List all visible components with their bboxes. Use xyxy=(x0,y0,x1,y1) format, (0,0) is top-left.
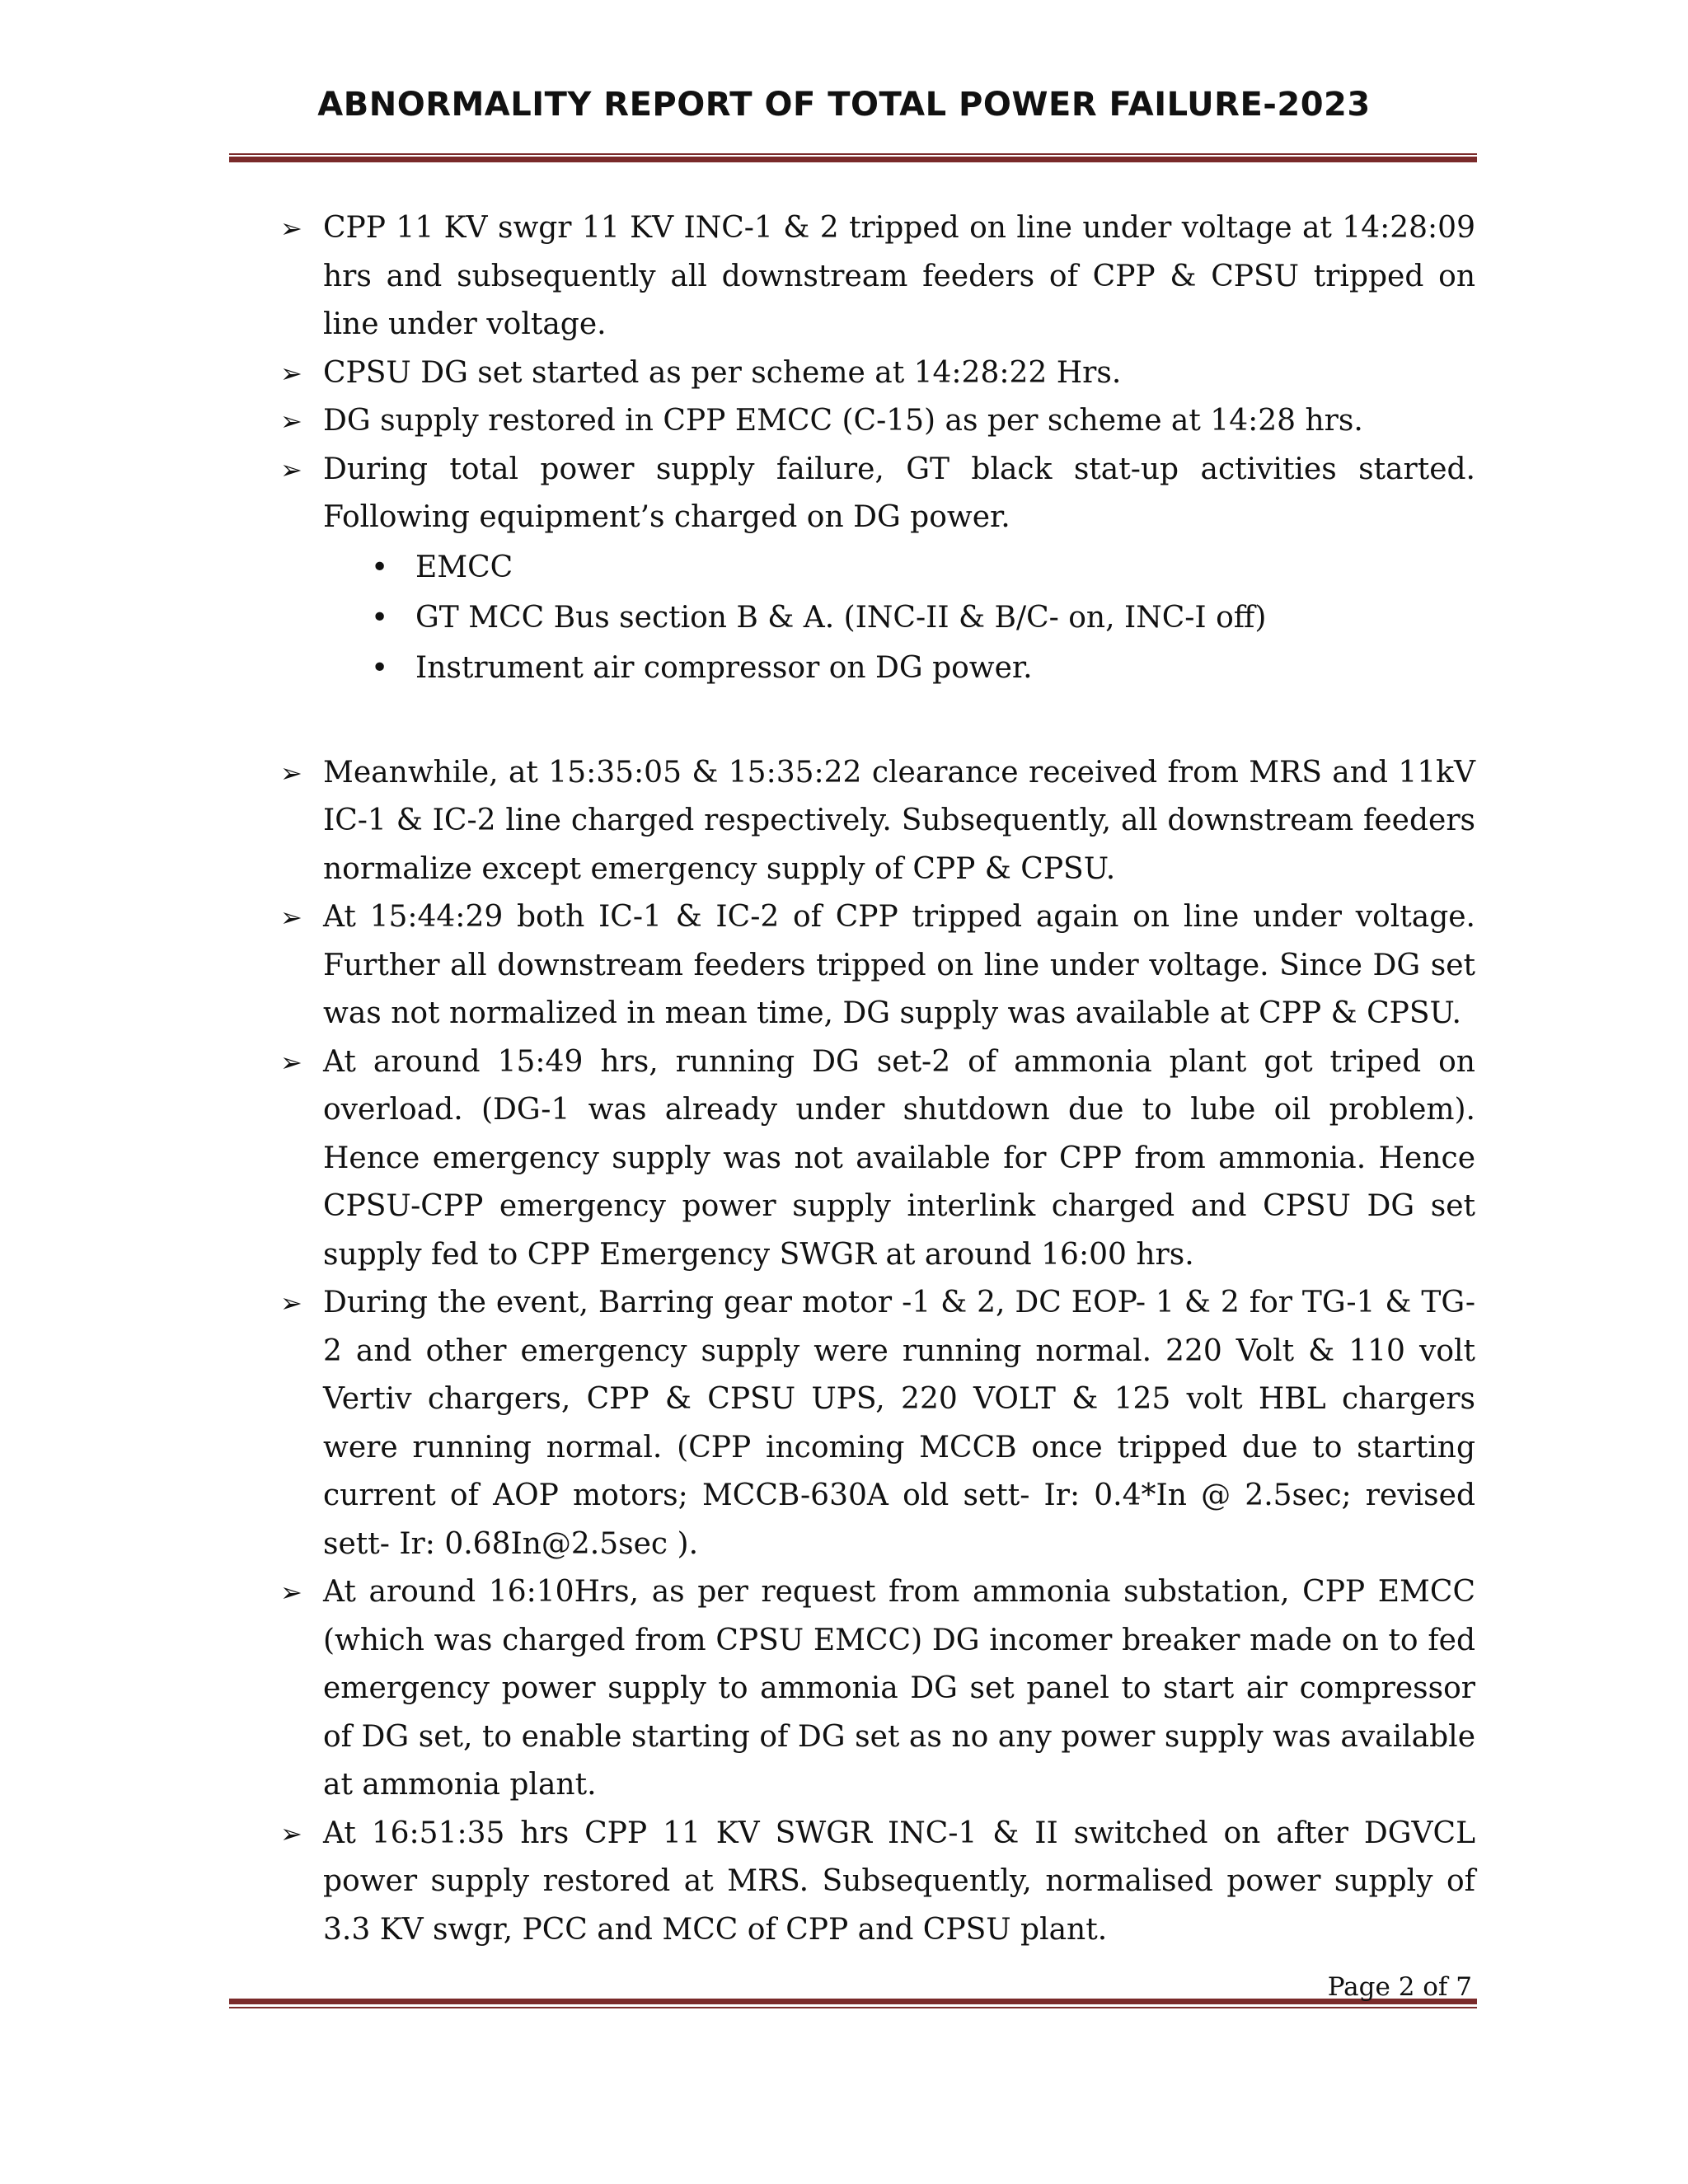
list-item xyxy=(280,1568,1475,1810)
footer-rule-thin xyxy=(229,2007,1477,2008)
list-item-text: During total power supply failure, GT black stat-up activities started. Following equipment’s charged on DG power. xyxy=(323,452,1475,534)
header-rule-thick xyxy=(229,157,1477,162)
list-item xyxy=(280,397,1475,446)
arrow-bullet-icon: ➢ xyxy=(280,902,302,933)
list-item xyxy=(280,1279,1475,1568)
list-item-text: CPP 11 KV swgr 11 KV INC-1 & 2 tripped on line under voltage at 14:28:09 hrs and subsequently all downstream feeders of CPP & CPSU tripped on line under voltage. xyxy=(323,211,1475,341)
list-item-text: At around 16:10Hrs, as per request from ammonia substation, CPP EMCC (which was charged from CPSU EMCC) DG incomer breaker made on to fed emergency power supply to ammonia DG set panel to start air compressor of DG set, to enable starting of DG set as no any power supply was available at ammonia plant. xyxy=(323,1575,1475,1802)
list-item xyxy=(280,1810,1475,1955)
list-item-text: At 16:51:35 hrs CPP 11 KV SWGR INC-1 & II switched on after DGVCL power supply restored at MRS. Subsequently, normalised power supply of 3.3 KV swgr, PCC and MCC of CPP and CPSU plant. xyxy=(323,1816,1475,1947)
page-number: Page 2 of 7 xyxy=(1327,1972,1472,2002)
list-item-text: CPSU DG set started as per scheme at 14:28:22 Hrs. xyxy=(323,355,1122,390)
arrow-bullet-icon: ➢ xyxy=(280,453,302,485)
arrow-bullet-icon: ➢ xyxy=(280,1577,302,1608)
arrow-bullet-icon: ➢ xyxy=(280,1287,302,1319)
equipment-sub-list xyxy=(280,542,1475,693)
list-item xyxy=(280,1038,1475,1280)
footer-rule-thick xyxy=(229,1999,1477,2004)
arrow-bullet-icon: ➢ xyxy=(280,357,302,389)
arrow-bullet-icon: ➢ xyxy=(280,757,302,789)
list-item-text: Meanwhile, at 15:35:05 & 15:35:22 clearance received from MRS and 11kV IC-1 & IC-2 line charged respectively. Subsequently, all downstream feeders normalize except emergency supply of CPP & CPSU. xyxy=(323,755,1475,886)
paragraph-gap xyxy=(280,693,1475,749)
sub-list-item-text: GT MCC Bus section B & A. (INC-II & B/C- on, INC-I off) xyxy=(415,600,1267,635)
sub-list-item xyxy=(280,593,1475,643)
header-rule-thin xyxy=(229,153,1477,155)
list-item-text: DG supply restored in CPP EMCC (C-15) as per scheme at 14:28 hrs. xyxy=(323,404,1363,438)
list-item xyxy=(280,204,1475,349)
sub-list-item xyxy=(280,643,1475,693)
report-title: ABNORMALITY REPORT OF TOTAL POWER FAILURE-2023 xyxy=(317,86,1371,124)
dot-bullet-icon: • xyxy=(371,600,389,635)
list-item xyxy=(280,893,1475,1038)
arrow-bullet-icon: ➢ xyxy=(280,405,302,437)
list-item xyxy=(280,749,1475,894)
dot-bullet-icon: • xyxy=(371,650,389,685)
list-item-text: During the event, Barring gear motor -1 & 2, DC EOP- 1 & 2 for TG-1 & TG-2 and other emergency supply were running normal. 220 Volt & 110 volt Vertiv chargers, CPP & CPSU UPS, 220 VOLT & 125 volt HBL chargers were running normal. (CPP incoming MCCB once tripped due to starting current of AOP motors; MCCB-630A old sett- Ir: 0.4*In @ 2.5sec; revised sett- Ir: 0.68In@2.5sec ). xyxy=(323,1286,1475,1561)
list-item xyxy=(280,446,1475,542)
sub-list-item-text: Instrument air compressor on DG power. xyxy=(415,650,1033,685)
list-item-text: At 15:44:29 both IC-1 & IC-2 of CPP tripped again on line under voltage. Further all downstream feeders tripped on line under voltage. Since DG set was not normalized in mean time, DG supply was available at CPP & CPSU. xyxy=(323,900,1475,1030)
sub-list-item-text: EMCC xyxy=(415,550,513,584)
arrow-bullet-icon: ➢ xyxy=(280,1046,302,1078)
list-item xyxy=(280,349,1475,398)
report-body xyxy=(280,204,1475,1954)
sub-list-item xyxy=(280,542,1475,593)
arrow-bullet-icon: ➢ xyxy=(280,1817,302,1849)
arrow-bullet-icon: ➢ xyxy=(280,213,302,244)
dot-bullet-icon: • xyxy=(371,550,389,584)
list-item-text: At around 15:49 hrs, running DG set-2 of ammonia plant got triped on overload. (DG-1 was already under shutdown due to lube oil problem). Hence emergency supply was not available for CPP from ammonia. Hence CPSU-CPP emergency power supply interlink charged and CPSU DG set supply fed to CPP Emergency SWGR at around 16:00 hrs. xyxy=(323,1044,1475,1272)
